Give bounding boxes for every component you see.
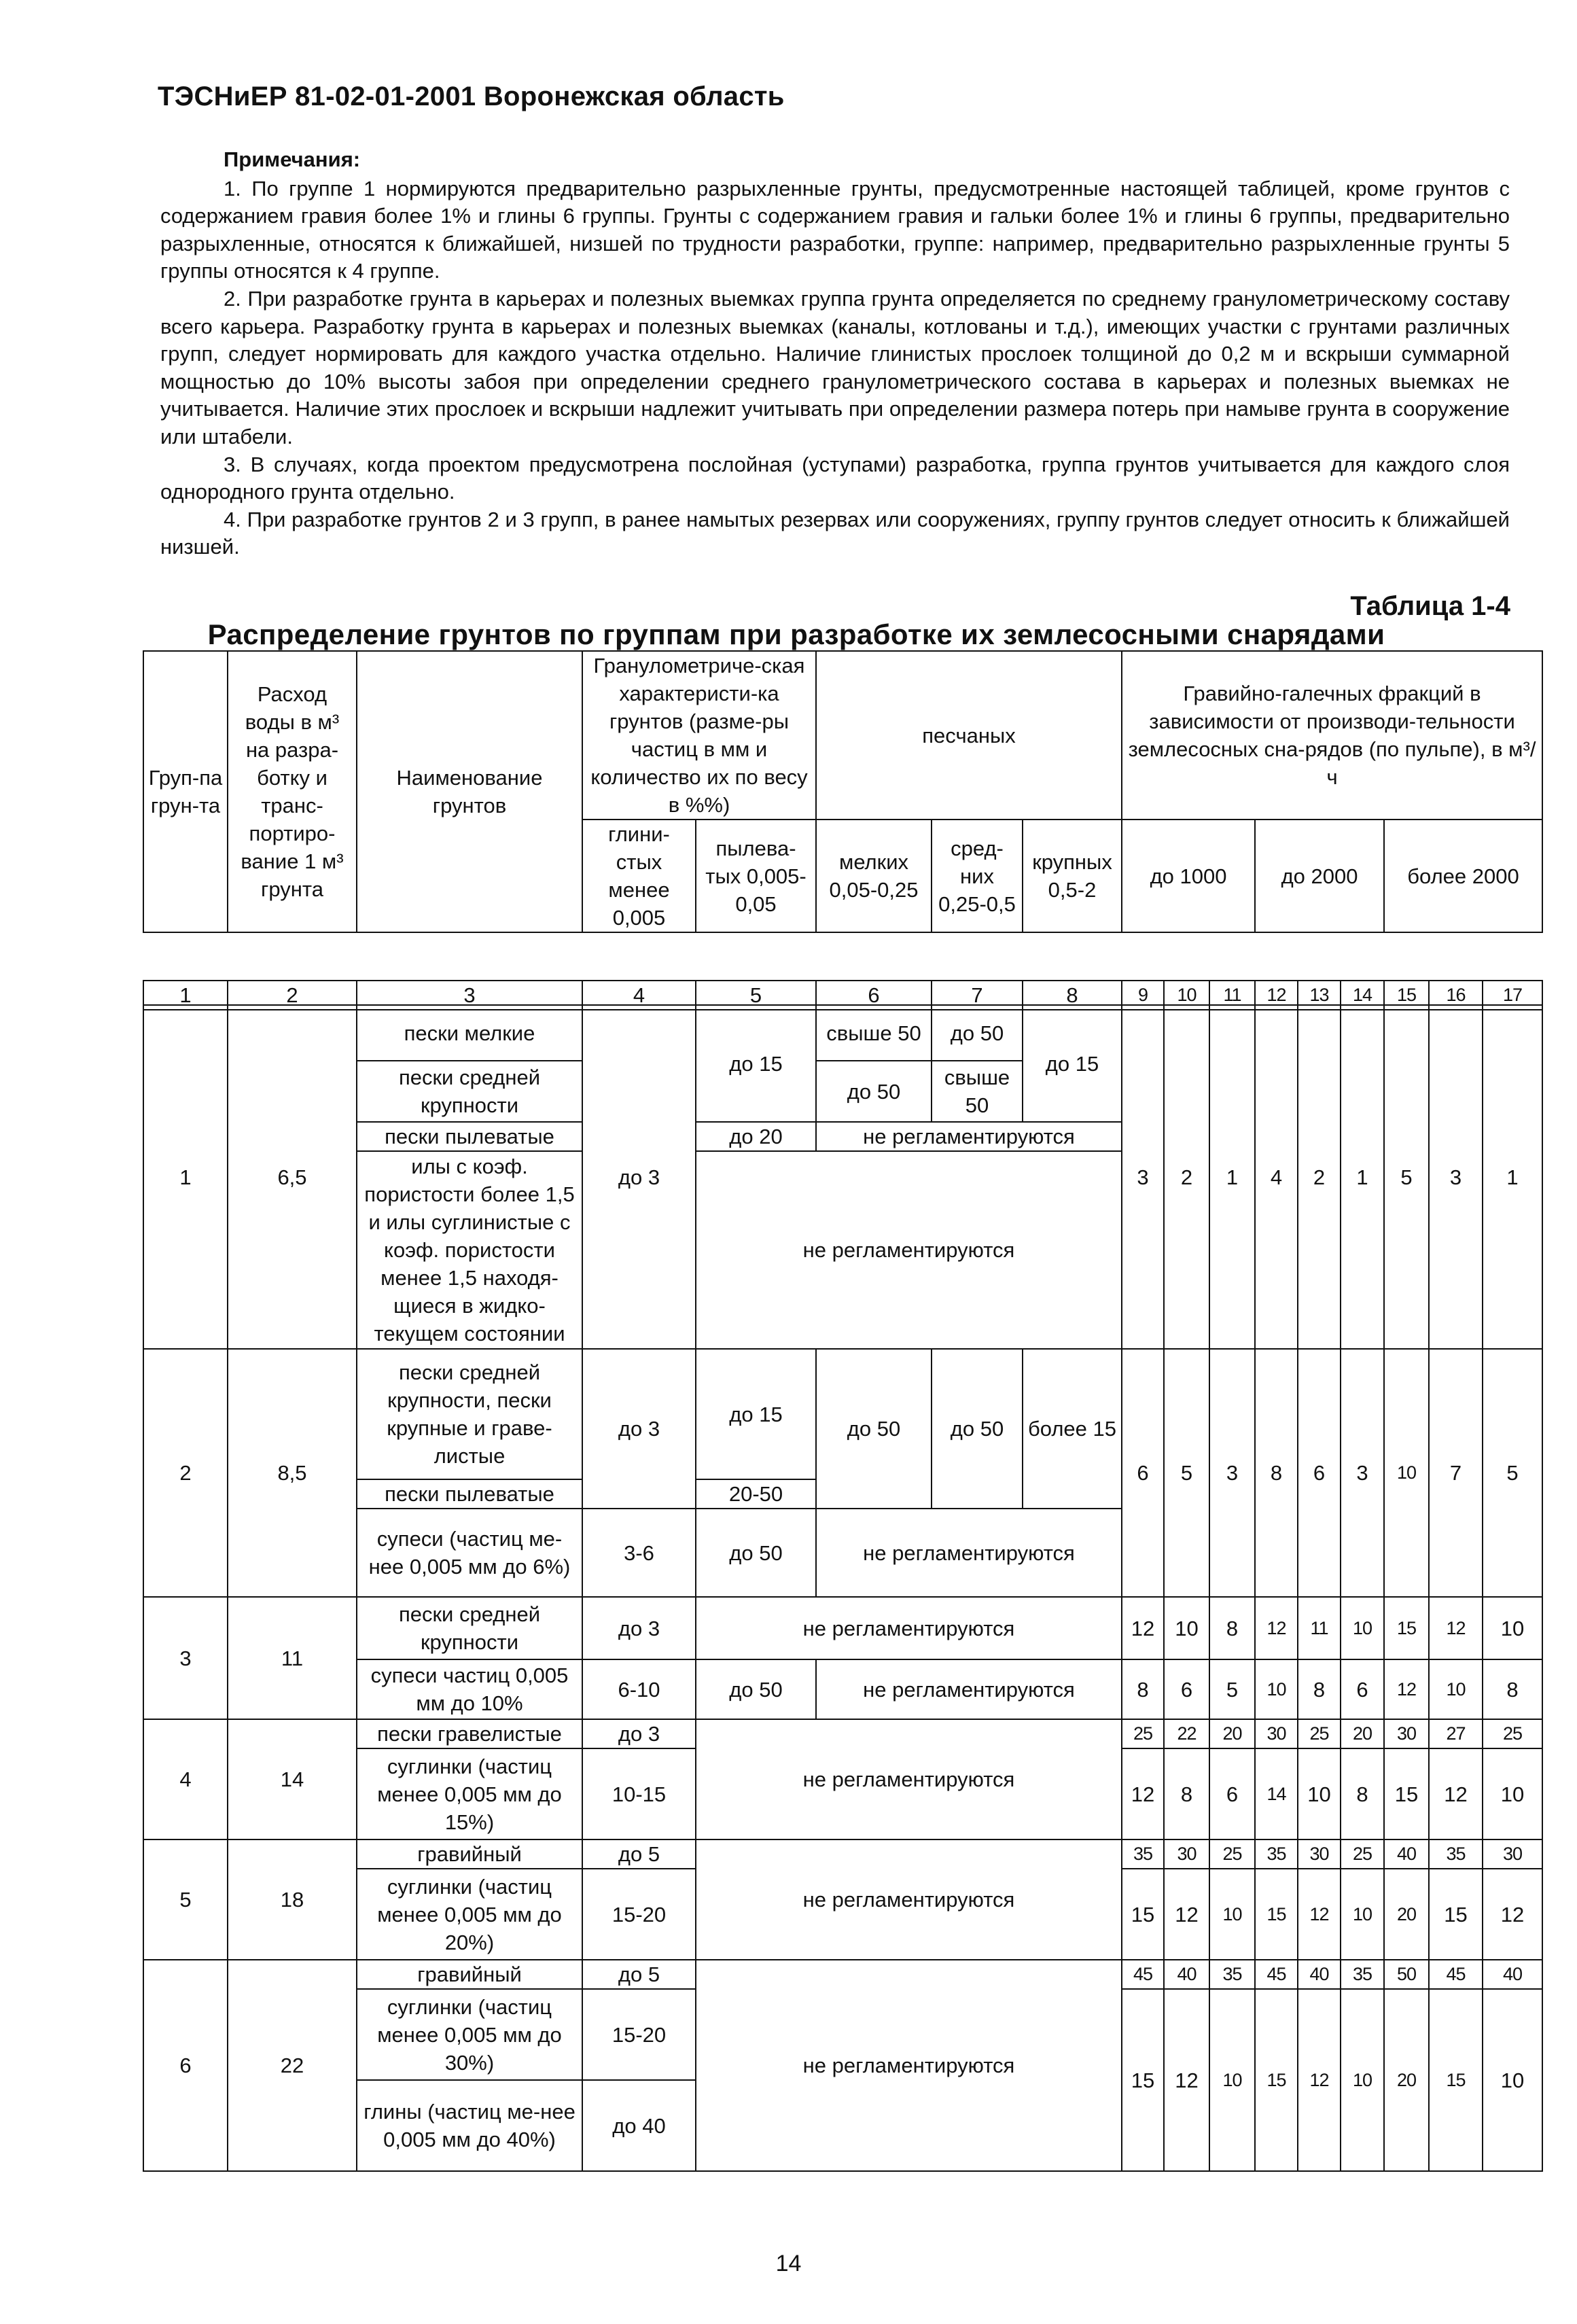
- col-number: 4: [582, 981, 696, 1010]
- clay-content: до 5: [582, 1839, 696, 1869]
- soil-name: пески средней крупности: [357, 1061, 582, 1122]
- head-coarse: крупных 0,5-2: [1023, 820, 1122, 932]
- gravel-value: 10: [1341, 1989, 1384, 2171]
- head-fine: мелких 0,05-0,25: [816, 820, 932, 932]
- not-regulated: не регламентируются: [696, 1839, 1122, 1960]
- col-number: 10: [1164, 981, 1209, 1010]
- col-number: 11: [1209, 981, 1255, 1010]
- gravel-value: 40: [1483, 1960, 1542, 1989]
- not-regulated: не регламентируются: [816, 1659, 1122, 1719]
- clay-content: до 3: [582, 1349, 696, 1509]
- gravel-value: 1: [1483, 1005, 1542, 1349]
- gravel-value: 25: [1122, 1719, 1164, 1748]
- gravel-value: 6: [1341, 1659, 1384, 1719]
- clay-content: до 5: [582, 1960, 696, 1989]
- col-number: 6: [816, 981, 932, 1010]
- table-body: [143, 1004, 1543, 2172]
- gravel-value: 20: [1384, 1869, 1429, 1960]
- gravel-value: 8: [1209, 1597, 1255, 1659]
- gravel-value: 3: [1122, 1005, 1164, 1349]
- group-number: 5: [143, 1839, 228, 1960]
- gravel-value: 12: [1255, 1597, 1298, 1659]
- group-number: 1: [143, 1005, 228, 1349]
- clay-content: 10-15: [582, 1748, 696, 1839]
- gravel-value: 15: [1429, 1989, 1483, 2171]
- note-2: 2. При разработке грунта в карьерах и полезных выемках группа грунта определяется по среднему гранулометрическому составу всего карьера. Разработку грунта в карьерах и полезных выемках (каналы, котлованы и т.д.), имеющих участки с грунтами различных групп, следует нормировать для каждого участка отдельно. Наличие глинистых прослоек толщиной до 0,2 м и вскрыши суммарной мощностью до 10% высоты забоя при определении среднего гранулометрического состава в карьерах и полезных выемках не учитывается. Наличие этих прослоек и вскрыши надлежит учитывать при определении размера потерь при намыве грунта в сооружение или штабели.: [160, 286, 1510, 448]
- fine-sand: до 50: [816, 1349, 932, 1509]
- gravel-value: 14: [1255, 1748, 1298, 1839]
- water-flow: 6,5: [228, 1005, 357, 1349]
- gravel-value: 3: [1429, 1005, 1483, 1349]
- gravel-value: 5: [1209, 1659, 1255, 1719]
- silt-content: до 50: [696, 1509, 816, 1597]
- coarse-sand: более 15: [1023, 1349, 1122, 1509]
- water-flow: 14: [228, 1719, 357, 1839]
- gravel-value: 35: [1255, 1839, 1298, 1869]
- soil-name: супеси частиц 0,005 мм до 10%: [357, 1659, 582, 1719]
- gravel-value: 15: [1255, 1989, 1298, 2171]
- soil-name: суглинки (частиц менее 0,005 мм до 20%): [357, 1869, 582, 1960]
- col-number: 7: [932, 981, 1023, 1010]
- clay-content: 6-10: [582, 1659, 696, 1719]
- water-flow: 22: [228, 1960, 357, 2171]
- gravel-value: 15: [1255, 1869, 1298, 1960]
- gravel-value: 15: [1122, 1989, 1164, 2171]
- col-number: 12: [1255, 981, 1298, 1010]
- col-number: 1: [143, 981, 228, 1010]
- gravel-value: 15: [1384, 1597, 1429, 1659]
- soil-name: пески средней крупности: [357, 1597, 582, 1659]
- gravel-value: 2: [1164, 1005, 1209, 1349]
- gravel-value: 45: [1255, 1960, 1298, 1989]
- gravel-value: 8: [1122, 1659, 1164, 1719]
- gravel-value: 4: [1255, 1005, 1298, 1349]
- gravel-value: 3: [1209, 1349, 1255, 1597]
- gravel-value: 12: [1298, 1989, 1341, 2171]
- head-granulometric: Гранулометриче-ская характеристи-ка грунтов (разме-ры частиц в мм и количество их по весу в %%): [582, 651, 816, 820]
- not-regulated: не регламентируются: [696, 1960, 1122, 2171]
- gravel-value: 30: [1384, 1719, 1429, 1748]
- water-flow: 8,5: [228, 1349, 357, 1597]
- table-header: [143, 650, 1543, 933]
- soil-name: глины (частиц ме-нее 0,005 мм до 40%): [357, 2080, 582, 2171]
- gravel-value: 6: [1298, 1349, 1341, 1597]
- gravel-value: 8: [1298, 1659, 1341, 1719]
- gravel-value: 12: [1164, 1989, 1209, 2171]
- gravel-value: 6: [1122, 1349, 1164, 1597]
- gravel-value: 15: [1122, 1869, 1164, 1960]
- gravel-value: 50: [1384, 1960, 1429, 1989]
- gravel-value: 30: [1164, 1839, 1209, 1869]
- gravel-value: 40: [1164, 1960, 1209, 1989]
- gravel-value: 11: [1298, 1597, 1341, 1659]
- gravel-value: 40: [1384, 1839, 1429, 1869]
- gravel-value: 8: [1341, 1748, 1384, 1839]
- head-medium: сред-них 0,25-0,5: [932, 820, 1023, 932]
- gravel-value: 20: [1384, 1989, 1429, 2171]
- gravel-value: 1: [1209, 1005, 1255, 1349]
- gravel-value: 8: [1164, 1748, 1209, 1839]
- head-clay: глини-стых менее 0,005: [582, 820, 696, 932]
- gravel-value: 35: [1122, 1839, 1164, 1869]
- gravel-value: 12: [1298, 1869, 1341, 1960]
- gravel-value: 10: [1341, 1869, 1384, 1960]
- gravel-value: 20: [1209, 1719, 1255, 1748]
- col-number: 3: [357, 981, 582, 1010]
- gravel-value: 30: [1483, 1839, 1542, 1869]
- gravel-value: 40: [1298, 1960, 1341, 1989]
- col-number: 14: [1341, 981, 1384, 1010]
- head-gravel: Гравийно-галечных фракций в зависимости от производи-тельности землесосных сна-рядов (по пульпе), в м³/ч: [1122, 651, 1542, 820]
- soil-name: гравийный: [357, 1960, 582, 1989]
- gravel-value: 6: [1209, 1748, 1255, 1839]
- coarse-sand: до 15: [1023, 1005, 1122, 1122]
- gravel-value: 25: [1209, 1839, 1255, 1869]
- gravel-value: 30: [1298, 1839, 1341, 1869]
- gravel-value: 10: [1341, 1597, 1384, 1659]
- col-number: 9: [1122, 981, 1164, 1010]
- silt-content: 20-50: [696, 1479, 816, 1509]
- medium-sand: свыше 50: [932, 1061, 1023, 1122]
- gravel-value: 12: [1483, 1869, 1542, 1960]
- gravel-value: 8: [1483, 1659, 1542, 1719]
- gravel-value: 30: [1255, 1719, 1298, 1748]
- gravel-value: 25: [1483, 1719, 1542, 1748]
- col-number: 13: [1298, 981, 1341, 1010]
- gravel-value: 8: [1255, 1349, 1298, 1597]
- table-title: Распределение грунтов по группам при разработке их землесосными снарядами: [207, 618, 1385, 650]
- fine-sand: свыше 50: [816, 1005, 932, 1061]
- head-silty: пылева-тых 0,005-0,05: [696, 820, 816, 932]
- col-number: 16: [1429, 981, 1483, 1010]
- head-over2000: более 2000: [1384, 820, 1542, 932]
- medium-sand: до 50: [932, 1349, 1023, 1509]
- gravel-value: 5: [1164, 1349, 1209, 1597]
- gravel-value: 22: [1164, 1719, 1209, 1748]
- gravel-value: 10: [1384, 1349, 1429, 1597]
- clay-content: 15-20: [582, 1869, 696, 1960]
- head-flow: Расход воды в м³ на разра-ботку и транс-портиро-вание 1 м³ грунта: [228, 651, 357, 932]
- soil-name: суглинки (частиц менее 0,005 мм до 15%): [357, 1748, 582, 1839]
- gravel-value: 10: [1429, 1659, 1483, 1719]
- gravel-value: 12: [1429, 1597, 1483, 1659]
- note-4: 4. При разработке грунтов 2 и 3 групп, в ранее намытых резервах или сооружениях, группу грунтов следует относить к ближайшей низшей.: [160, 507, 1510, 559]
- not-regulated: не регламентируются: [696, 1597, 1122, 1659]
- clay-content: 15-20: [582, 1989, 696, 2080]
- gravel-value: 20: [1341, 1719, 1384, 1748]
- notes-section: [160, 146, 1510, 561]
- gravel-value: 10: [1164, 1597, 1209, 1659]
- note-1: 1. По группе 1 нормируются предварительно разрыхленные грунты, предусмотренные настоящей таблицей, кроме грунтов с содержанием гравия более 1% и глины 6 группы. Грунты с содержанием гравия и гальки более 1% и глины 6 группы, предварительно разрыхленные, относятся к ближайшей, низшей по трудности разработки, группе: например, предварительно разрыхленные грунты 5 группы относятся к 4 группе.: [160, 176, 1510, 283]
- gravel-value: 12: [1429, 1748, 1483, 1839]
- gravel-value: 45: [1122, 1960, 1164, 1989]
- gravel-value: 12: [1164, 1869, 1209, 1960]
- head-name: Наименование грунтов: [357, 651, 582, 932]
- gravel-value: 10: [1209, 1989, 1255, 2171]
- gravel-value: 7: [1429, 1349, 1483, 1597]
- clay-content: до 3: [582, 1005, 696, 1349]
- head-upto2000: до 2000: [1255, 820, 1384, 932]
- gravel-value: 5: [1384, 1005, 1429, 1349]
- head-group: Груп-па грун-та: [143, 651, 228, 932]
- table-label: Таблица 1-4: [1350, 591, 1510, 621]
- gravel-value: 1: [1341, 1005, 1384, 1349]
- gravel-value: 35: [1341, 1960, 1384, 1989]
- not-regulated: не регламентируются: [816, 1509, 1122, 1597]
- notes-title: Примечания:: [224, 147, 361, 171]
- not-regulated: не регламентируются: [696, 1719, 1122, 1839]
- gravel-value: 10: [1483, 1597, 1542, 1659]
- soil-name: пески пылеватые: [357, 1122, 582, 1151]
- soil-name: илы с коэф. пористости более 1,5 и илы суглинистые с коэф. пористости менее 1,5 находя-щиеся в жидко-текущем состоянии: [357, 1151, 582, 1349]
- silt-content: до 15: [696, 1349, 816, 1479]
- clay-content: до 3: [582, 1597, 696, 1659]
- soil-name: пески пылеватые: [357, 1479, 582, 1509]
- group-number: 2: [143, 1349, 228, 1597]
- medium-sand: до 50: [932, 1005, 1023, 1061]
- note-3: 3. В случаях, когда проектом предусмотрена послойная (уступами) разработка, группа грунтов учитывается для каждого слоя однородного грунта отдельно.: [160, 452, 1510, 504]
- clay-content: до 3: [582, 1719, 696, 1748]
- gravel-value: 35: [1429, 1839, 1483, 1869]
- group-number: 4: [143, 1719, 228, 1839]
- gravel-value: 10: [1298, 1748, 1341, 1839]
- gravel-value: 10: [1209, 1869, 1255, 1960]
- gravel-value: 10: [1255, 1659, 1298, 1719]
- gravel-value: 15: [1384, 1748, 1429, 1839]
- soil-name: гравийный: [357, 1839, 582, 1869]
- clay-content: до 40: [582, 2080, 696, 2171]
- silt-content: до 20: [696, 1122, 816, 1151]
- gravel-value: 25: [1298, 1719, 1341, 1748]
- gravel-value: 10: [1483, 1989, 1542, 2171]
- gravel-value: 12: [1384, 1659, 1429, 1719]
- silt-content: до 50: [696, 1659, 816, 1719]
- water-flow: 11: [228, 1597, 357, 1719]
- gravel-value: 3: [1341, 1349, 1384, 1597]
- gravel-value: 35: [1209, 1960, 1255, 1989]
- gravel-value: 12: [1122, 1748, 1164, 1839]
- soil-name: пески мелкие: [357, 1005, 582, 1061]
- gravel-value: 12: [1122, 1597, 1164, 1659]
- gravel-value: 5: [1483, 1349, 1542, 1597]
- not-regulated: не регламентируются: [696, 1151, 1122, 1349]
- col-number: 15: [1384, 981, 1429, 1010]
- gravel-value: 2: [1298, 1005, 1341, 1349]
- soil-name: супеси (частиц ме-нее 0,005 мм до 6%): [357, 1509, 582, 1597]
- gravel-value: 25: [1341, 1839, 1384, 1869]
- gravel-value: 10: [1483, 1748, 1542, 1839]
- soil-name: пески гравелистые: [357, 1719, 582, 1748]
- col-number: 17: [1483, 981, 1542, 1010]
- group-number: 3: [143, 1597, 228, 1719]
- col-number: 8: [1023, 981, 1122, 1010]
- not-regulated: не регламентируются: [816, 1122, 1122, 1151]
- soil-name: пески средней крупности, пески крупные и граве-листые: [357, 1349, 582, 1479]
- clay-content: 3-6: [582, 1509, 696, 1597]
- gravel-value: 27: [1429, 1719, 1483, 1748]
- head-sandy: песчаных: [816, 651, 1122, 820]
- soil-name: суглинки (частиц менее 0,005 мм до 30%): [357, 1989, 582, 2080]
- water-flow: 18: [228, 1839, 357, 1960]
- gravel-value: 15: [1429, 1869, 1483, 1960]
- head-upto1000: до 1000: [1122, 820, 1255, 932]
- silt-content: до 15: [696, 1005, 816, 1122]
- page-number: 14: [775, 2251, 802, 2276]
- group-number: 6: [143, 1960, 228, 2171]
- col-number: 2: [228, 981, 357, 1010]
- fine-sand: до 50: [816, 1061, 932, 1122]
- gravel-value: 6: [1164, 1659, 1209, 1719]
- col-number: 5: [696, 981, 816, 1010]
- gravel-value: 45: [1429, 1960, 1483, 1989]
- document-header: ТЭСНиЕР 81-02-01-2001 Воронежская область: [158, 82, 785, 111]
